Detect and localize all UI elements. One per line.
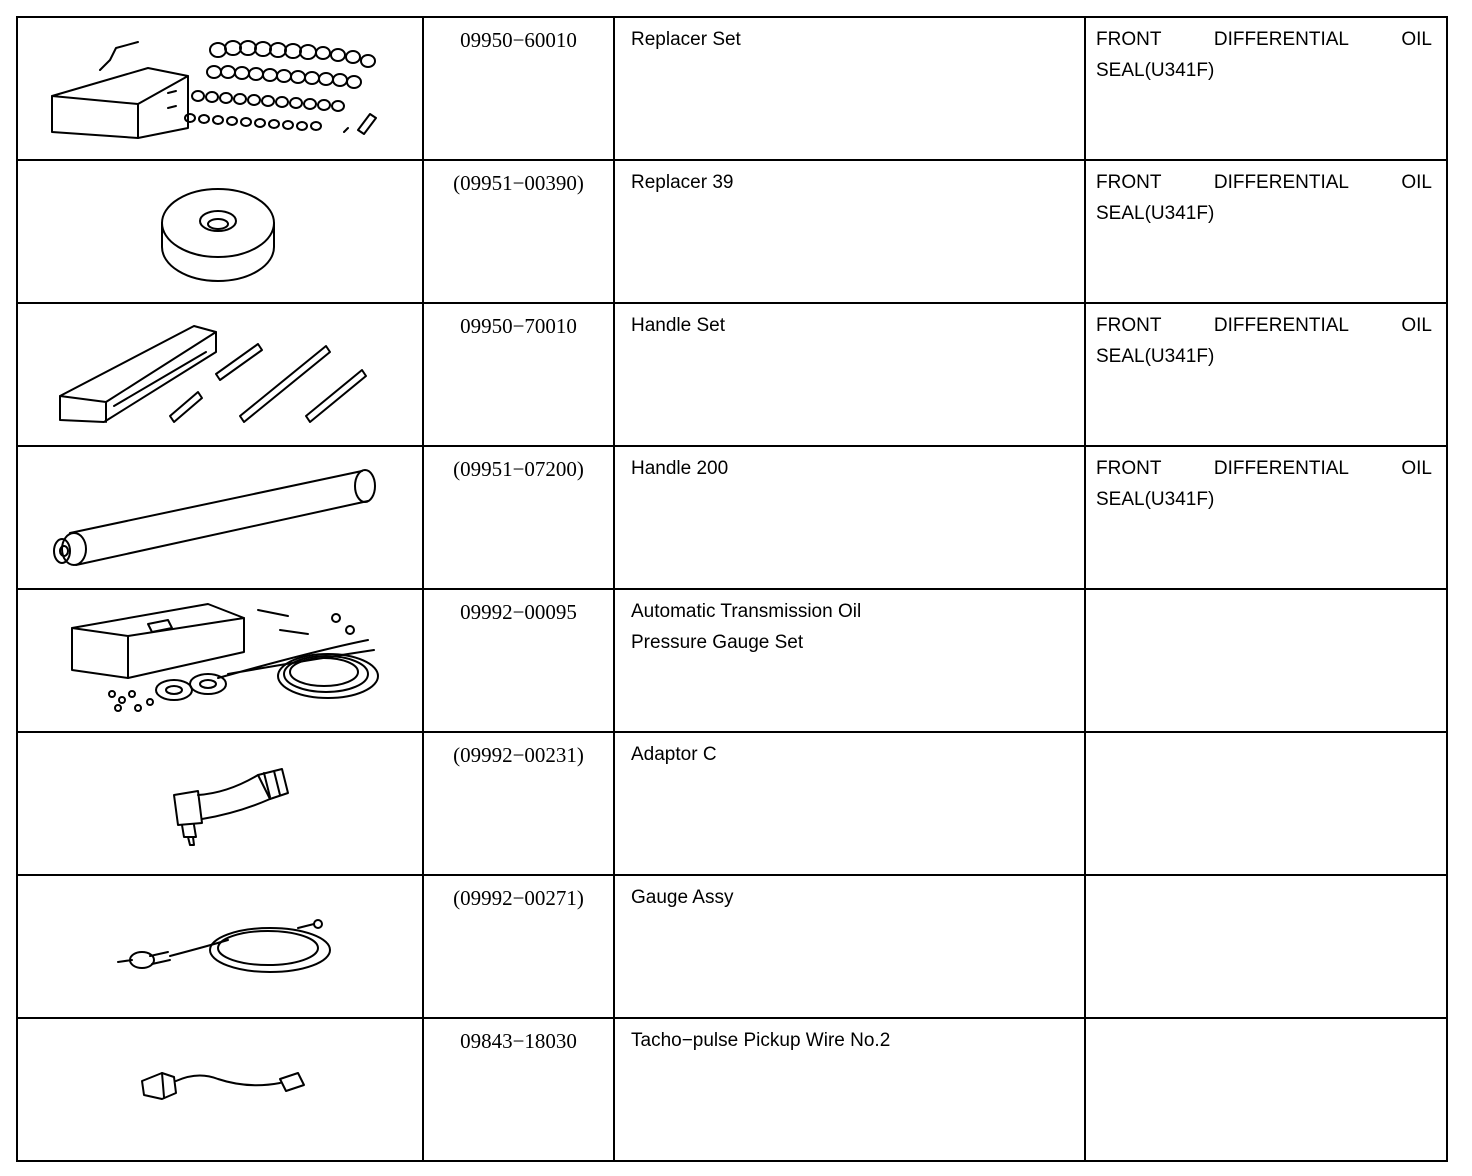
replacer-set-illustration xyxy=(18,18,422,158)
usage-note-line: SEAL(U341F) xyxy=(1096,489,1215,510)
usage-note-line: SEAL(U341F) xyxy=(1096,60,1215,81)
part-number: (09951−07200) xyxy=(423,446,614,589)
tacho-pulse-pickup-wire-illustration xyxy=(18,1019,422,1159)
usage-note xyxy=(1085,1018,1447,1161)
tool-name-line: Gauge Assy xyxy=(631,887,734,908)
tool-name xyxy=(614,17,1085,160)
usage-note xyxy=(1085,589,1447,732)
usage-note xyxy=(1085,17,1447,160)
usage-note-word: OIL xyxy=(1401,172,1432,193)
adaptor-c-illustration-cell xyxy=(17,732,423,875)
handle-200-illustration-cell xyxy=(17,446,423,589)
part-number: (09992−00231) xyxy=(423,732,614,875)
part-number: (09992−00271) xyxy=(423,875,614,1018)
usage-note-line: SEAL(U341F) xyxy=(1096,346,1215,367)
replacer-set-illustration-cell xyxy=(17,17,423,160)
tool-name xyxy=(614,446,1085,589)
table-row xyxy=(17,732,1447,875)
tacho-pulse-pickup-wire-illustration-cell xyxy=(17,1018,423,1161)
adaptor-c-illustration xyxy=(18,733,422,873)
tool-name xyxy=(614,303,1085,446)
usage-note-word: DIFFERENTIAL xyxy=(1213,29,1349,50)
table-row xyxy=(17,589,1447,732)
part-number: 09950−60010 xyxy=(423,17,614,160)
usage-note-word: DIFFERENTIAL xyxy=(1213,458,1349,479)
usage-note-word: DIFFERENTIAL xyxy=(1213,172,1349,193)
usage-note xyxy=(1085,160,1447,303)
tool-name xyxy=(614,875,1085,1018)
replacer-39-illustration xyxy=(18,161,422,301)
usage-note-word: FRONT xyxy=(1096,29,1162,50)
tool-name-line: Pressure Gauge Set xyxy=(631,632,804,653)
part-number: 09992−00095 xyxy=(423,589,614,732)
usage-note-word: FRONT xyxy=(1096,315,1162,336)
gauge-assy-illustration-cell xyxy=(17,875,423,1018)
tool-name-line: Adaptor C xyxy=(631,744,717,765)
table-row xyxy=(17,303,1447,446)
pressure-gauge-set-illustration xyxy=(18,590,422,730)
usage-note-word: OIL xyxy=(1401,458,1432,479)
special-tools-table xyxy=(16,16,1448,1162)
tool-name-line: Replacer Set xyxy=(631,29,741,50)
pressure-gauge-set-illustration-cell xyxy=(17,589,423,732)
tool-name-line: Tacho−pulse Pickup Wire No.2 xyxy=(631,1030,891,1051)
usage-note-word: OIL xyxy=(1401,315,1432,336)
usage-note-word: FRONT xyxy=(1096,172,1162,193)
tool-name-line: Automatic Transmission Oil xyxy=(631,601,862,622)
usage-note-line: SEAL(U341F) xyxy=(1096,203,1215,224)
part-number: 09950−70010 xyxy=(423,303,614,446)
part-number: (09951−00390) xyxy=(423,160,614,303)
table-row xyxy=(17,1018,1447,1161)
gauge-assy-illustration xyxy=(18,876,422,1016)
handle-set-illustration-cell xyxy=(17,303,423,446)
table-row xyxy=(17,446,1447,589)
handle-200-illustration xyxy=(18,447,422,587)
tool-name xyxy=(614,732,1085,875)
usage-note-word: FRONT xyxy=(1096,458,1162,479)
tool-name xyxy=(614,589,1085,732)
replacer-39-illustration-cell xyxy=(17,160,423,303)
table-row xyxy=(17,17,1447,160)
table-row xyxy=(17,875,1447,1018)
table-row xyxy=(17,160,1447,303)
part-number: 09843−18030 xyxy=(423,1018,614,1161)
tool-name xyxy=(614,160,1085,303)
tool-name-line: Handle Set xyxy=(631,315,726,336)
usage-note xyxy=(1085,446,1447,589)
tool-name-line: Replacer 39 xyxy=(631,172,734,193)
tool-name-line: Handle 200 xyxy=(631,458,729,479)
usage-note-word: DIFFERENTIAL xyxy=(1213,315,1349,336)
usage-note xyxy=(1085,875,1447,1018)
usage-note-word: OIL xyxy=(1401,29,1432,50)
usage-note xyxy=(1085,303,1447,446)
handle-set-illustration xyxy=(18,304,422,444)
tool-name xyxy=(614,1018,1085,1161)
usage-note xyxy=(1085,732,1447,875)
